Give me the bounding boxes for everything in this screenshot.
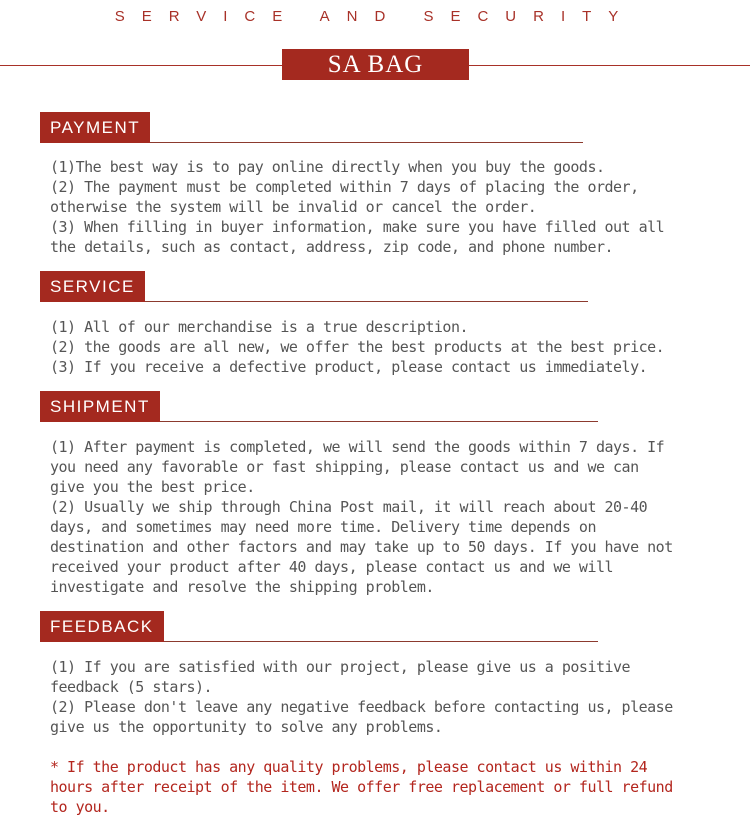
text-line: investigate and resolve the shipping problem. [50, 578, 434, 596]
text-line: destination and other factors and may take up to 50 days. If you have not [50, 538, 673, 556]
section-label-payment: PAYMENT [40, 112, 150, 143]
text-line: (2) The payment must be completed within 7 days of placing the order, [50, 178, 639, 196]
text-line: the details, such as contact, address, zip code, and phone number. [50, 238, 614, 256]
section-label-feedback: FEEDBACK [40, 611, 164, 642]
text-line: (1) After payment is completed, we will send the goods within 7 days. If [50, 438, 665, 456]
text-line: (3) If you receive a defective product, please contact us immediately. [50, 358, 648, 376]
section-label-service: SERVICE [40, 271, 145, 302]
shipment-text [50, 437, 730, 597]
text-line: (2) Please don't leave any negative feedback before contacting us, please [50, 698, 673, 716]
text-line: received your product after 40 days, please contact us and we will [50, 558, 614, 576]
text-line: days, and sometimes may need more time. Delivery time depends on [50, 518, 596, 536]
text-line: * If the product has any quality problems, please contact us within 24 [50, 758, 648, 776]
text-line: (2) the goods are all new, we offer the best products at the best price. [50, 338, 665, 356]
text-line: give you the best price. [50, 478, 255, 496]
brand-banner: SA BAG [282, 49, 469, 80]
text-line: feedback (5 stars). [50, 678, 213, 696]
service-text [50, 317, 730, 377]
text-line: to you. [50, 798, 110, 816]
text-line: otherwise the system will be invalid or cancel the order. [50, 198, 537, 216]
quality-notice [50, 757, 730, 817]
text-line: you need any favorable or fast shipping, please contact us and we can [50, 458, 639, 476]
text-line: hours after receipt of the item. We offer free replacement or full refund [50, 778, 673, 796]
text-line: (2) Usually we ship through China Post mail, it will reach about 20-40 [50, 498, 648, 516]
feedback-text [50, 657, 730, 737]
section-label-shipment: SHIPMENT [40, 391, 160, 422]
text-line: (1) If you are satisfied with our project, please give us a positive [50, 658, 631, 676]
text-line: (3) When filling in buyer information, make sure you have filled out all [50, 218, 665, 236]
payment-text [50, 157, 730, 257]
text-line: (1) All of our merchandise is a true description. [50, 318, 469, 336]
text-line: give us the opportunity to solve any problems. [50, 718, 443, 736]
service-security-title: SERVICE AND SECURITY [114, 8, 636, 25]
text-line: (1)The best way is to pay online directly when you buy the goods. [50, 158, 605, 176]
